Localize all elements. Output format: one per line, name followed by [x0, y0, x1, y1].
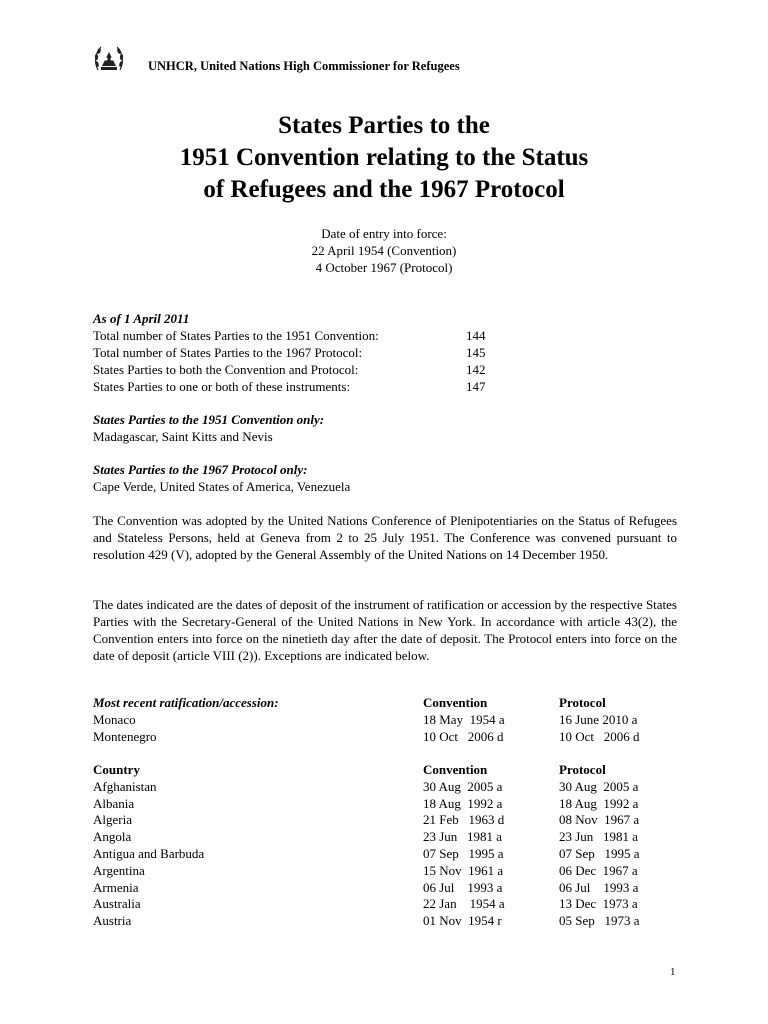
convention-only-heading: States Parties to the 1951 Convention only:: [93, 412, 325, 427]
protocol-cell: 06 Jul 1993 a: [559, 879, 639, 895]
force-line: Date of entry into force:: [321, 226, 447, 241]
as-of-heading: As of 1 April 2011: [93, 311, 190, 326]
convention-only-section: [93, 411, 677, 445]
country-header-row: [93, 762, 689, 779]
table-row: [93, 846, 689, 863]
unhcr-logo-icon: [92, 42, 126, 76]
force-line: 22 April 1954 (Convention): [311, 243, 457, 258]
table-row: [93, 779, 689, 796]
stat-label: Total number of States Parties to the 1951 Convention:: [93, 328, 379, 343]
protocol-cell: 10 Oct 2006 d: [559, 728, 640, 744]
deposit-paragraph: The dates indicated are the dates of deposit of the instrument of ratification or accession by the respective States Parties with the Secretary-General of the United Nations in New York. In accordance with article 43(2), the Convention enters into force on the ninetieth day after the date of deposit. The Protocol enters into force on the date of deposit (article VIII (2)). Exceptions are indicated below.: [93, 597, 677, 663]
convention-only-text: Madagascar, Saint Kitts and Nevis: [93, 429, 273, 444]
table-row: [93, 796, 689, 813]
force-line: 4 October 1967 (Protocol): [315, 260, 453, 275]
country-cell: Monaco: [93, 711, 136, 727]
country-table: [93, 762, 689, 930]
country-header: Country: [93, 762, 140, 777]
protocol-cell: 06 Dec 1967 a: [559, 862, 638, 878]
recent-table: [93, 695, 689, 745]
title-line: of Refugees and the 1967 Protocol: [203, 176, 565, 203]
country-cell: Antigua and Barbuda: [93, 845, 205, 861]
table-row: [93, 863, 689, 880]
country-cell: Austria: [93, 913, 132, 929]
stat-row: [93, 344, 677, 361]
convention-cell: 21 Feb 1963 d: [423, 812, 505, 828]
stat-row: [93, 361, 677, 378]
stat-value: 144: [466, 328, 486, 343]
protocol-cell: 16 June 2010 a: [559, 711, 638, 727]
protocol-cell: 05 Sep 1973 a: [559, 913, 640, 929]
protocol-cell: 07 Sep 1995 a: [559, 845, 640, 861]
convention-paragraph: The Convention was adopted by the United Nations Conference of Plenipotentiaries on the Status of Refugees and Stateless Persons, held at Geneva from 2 to 25 July 1951. The Conference was convened pursuant to resolution 429 (V), adopted by the General Assembly of the United Nations on 14 December 1950.: [93, 513, 677, 562]
table-row: [93, 896, 689, 913]
entry-into-force: [0, 225, 768, 276]
convention-cell: 06 Jul 1993 a: [423, 879, 503, 895]
convention-cell: 23 Jun 1981 a: [423, 829, 503, 845]
stat-label: States Parties to one or both of these instruments:: [93, 379, 351, 394]
as-of-section: [93, 310, 677, 395]
convention-cell: 22 Jan 1954 a: [423, 896, 505, 912]
convention-cell: 30 Aug 2005 a: [423, 778, 503, 794]
country-cell: Albania: [93, 795, 135, 811]
protocol-only-section: [93, 461, 677, 495]
country-cell: Algeria: [93, 812, 132, 828]
convention-cell: 18 May 1954 a: [423, 711, 505, 727]
country-cell: Montenegro: [93, 728, 157, 744]
stat-value: 145: [466, 345, 486, 360]
table-row: [93, 812, 689, 829]
title-line: 1951 Convention relating to the Status: [179, 144, 589, 171]
protocol-only-heading: States Parties to the 1967 Protocol only:: [93, 462, 308, 477]
stat-value: 147: [466, 379, 486, 394]
table-row: [93, 729, 689, 746]
title-line: States Parties to the: [278, 112, 490, 139]
stat-value: 142: [466, 362, 486, 377]
stat-row: [93, 378, 677, 395]
country-cell: Angola: [93, 829, 132, 845]
table-row: [93, 712, 689, 729]
protocol-header: Protocol: [559, 762, 606, 777]
convention-cell: 10 Oct 2006 d: [423, 728, 504, 744]
protocol-cell: 30 Aug 2005 a: [559, 778, 639, 794]
protocol-cell: 08 Nov 1967 a: [559, 812, 640, 828]
stat-row: [93, 327, 677, 344]
org-header: UNHCR, United Nations High Commissioner for Refugees: [148, 59, 460, 73]
recent-header-label: Most recent ratification/accession:: [93, 695, 279, 710]
convention-cell: 07 Sep 1995 a: [423, 845, 504, 861]
convention-header: Convention: [423, 695, 488, 710]
convention-cell: 01 Nov 1954 r: [423, 913, 502, 929]
page-number: 1: [670, 966, 676, 978]
convention-cell: 15 Nov 1961 a: [423, 862, 504, 878]
convention-header: Convention: [423, 762, 488, 777]
country-cell: Afghanistan: [93, 778, 157, 794]
document-title: [0, 110, 768, 206]
recent-header-row: [93, 695, 689, 712]
stat-label: Total number of States Parties to the 1967 Protocol:: [93, 345, 363, 360]
protocol-cell: 18 Aug 1992 a: [559, 795, 639, 811]
table-row: [93, 913, 689, 930]
country-cell: Argentina: [93, 862, 145, 878]
country-cell: Australia: [93, 896, 141, 912]
convention-cell: 18 Aug 1992 a: [423, 795, 503, 811]
protocol-cell: 23 Jun 1981 a: [559, 829, 639, 845]
protocol-only-text: Cape Verde, United States of America, Venezuela: [93, 479, 351, 494]
protocol-cell: 13 Dec 1973 a: [559, 896, 638, 912]
stat-label: States Parties to both the Convention and Protocol:: [93, 362, 359, 377]
table-row: [93, 880, 689, 897]
table-row: [93, 829, 689, 846]
protocol-header: Protocol: [559, 695, 606, 710]
country-cell: Armenia: [93, 879, 139, 895]
